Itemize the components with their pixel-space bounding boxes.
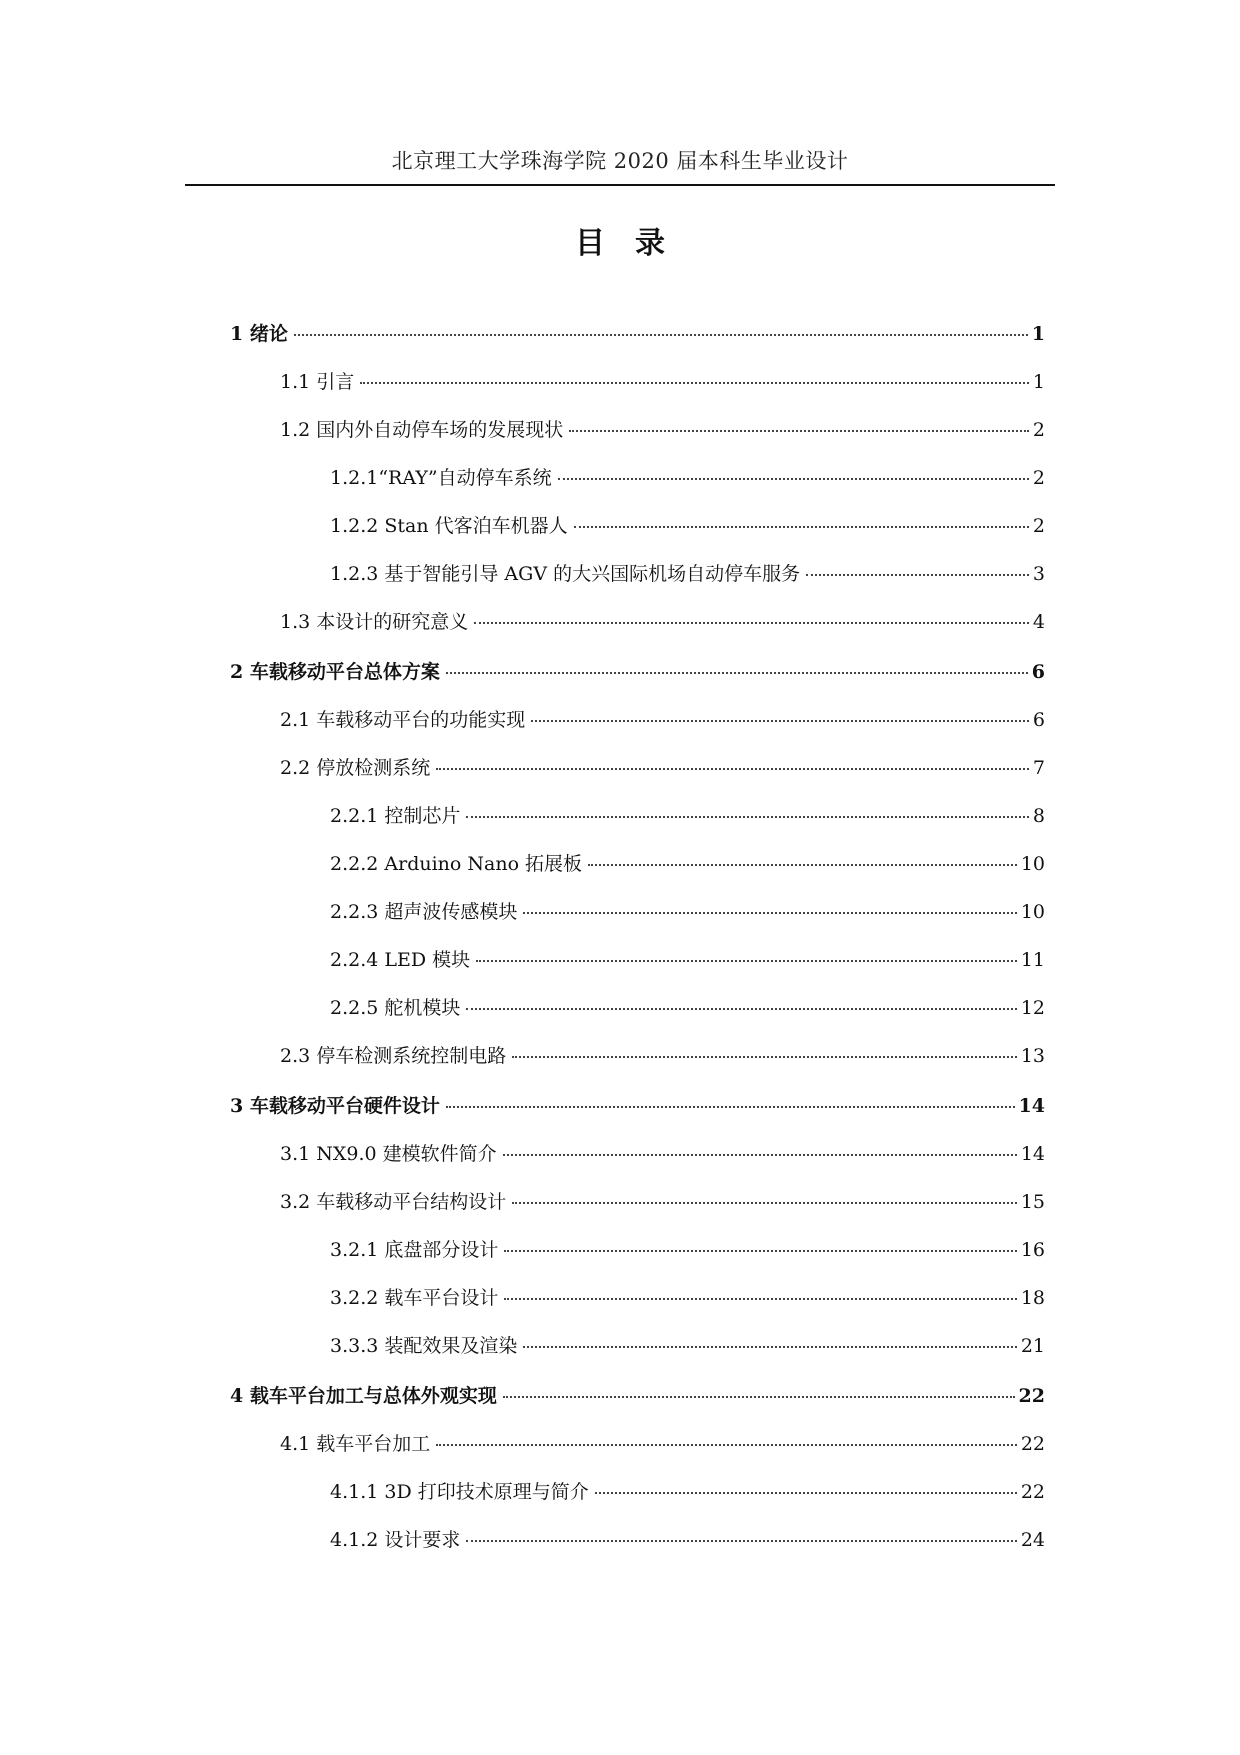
toc-dot-leader	[503, 1153, 1017, 1156]
toc-entry-label: 2.2.4 LED 模块	[330, 949, 471, 971]
toc-entry-label: 1.1 引言	[280, 371, 355, 393]
toc-dot-leader	[588, 863, 1017, 866]
toc-entry-label: 1.3 本设计的研究意义	[280, 611, 469, 633]
toc-entry-page-number: 14	[1018, 1095, 1045, 1117]
toc-entry[interactable]	[230, 658, 1045, 686]
toc-entry-page-number: 8	[1032, 805, 1045, 827]
toc-entry-page-number: 22	[1020, 1433, 1045, 1455]
toc-entry[interactable]	[330, 898, 1045, 926]
toc-dot-leader	[446, 671, 1028, 674]
toc-entry[interactable]	[280, 1140, 1045, 1168]
toc-dot-leader	[504, 1249, 1016, 1252]
toc-entry-page-number: 11	[1020, 949, 1045, 971]
toc-entry-page-number: 4	[1032, 611, 1045, 633]
toc-entry[interactable]	[230, 1092, 1045, 1120]
toc-entry[interactable]	[330, 1478, 1045, 1506]
toc-entry-label: 4.1.2 设计要求	[330, 1529, 461, 1551]
toc-entry-page-number: 22	[1018, 1385, 1045, 1407]
toc-entry[interactable]	[280, 1042, 1045, 1070]
toc-entry[interactable]	[280, 416, 1045, 444]
toc-dot-leader	[504, 1297, 1016, 1300]
toc-entry-label: 3.2.1 底盘部分设计	[330, 1239, 499, 1261]
toc-dot-leader	[466, 815, 1029, 818]
toc-entry[interactable]	[330, 946, 1045, 974]
toc-dot-leader	[569, 429, 1029, 432]
toc-entry-page-number: 22	[1020, 1481, 1045, 1503]
toc-entry-label: 3.2.2 载车平台设计	[330, 1287, 499, 1309]
toc-entry-page-number: 13	[1020, 1045, 1045, 1067]
toc-entry[interactable]	[330, 512, 1045, 540]
toc-entry-label: 1.2.2 Stan 代客泊车机器人	[330, 515, 568, 537]
toc-entry-page-number: 2	[1032, 467, 1045, 489]
toc-dot-leader	[523, 1345, 1016, 1348]
toc-entry-page-number: 15	[1020, 1191, 1045, 1213]
page-header: 北京理工大学珠海学院 2020 届本科生毕业设计	[391, 149, 849, 173]
toc-entry[interactable]	[280, 608, 1045, 636]
toc-entry[interactable]	[230, 320, 1045, 348]
toc-entry-label: 1 绪论	[230, 323, 288, 345]
toc-entry[interactable]	[280, 1188, 1045, 1216]
toc-dot-leader	[523, 911, 1016, 914]
toc-dot-leader	[558, 477, 1029, 480]
toc-dot-leader	[503, 1395, 1015, 1398]
toc-entry-label: 2.2.5 舵机模块	[330, 997, 461, 1019]
toc-entry-label: 2.1 车载移动平台的功能实现	[280, 709, 526, 731]
toc-entry[interactable]	[280, 706, 1045, 734]
toc-entry-page-number: 1	[1032, 371, 1045, 393]
toc-dot-leader	[806, 573, 1029, 576]
toc-entry-label: 2.2.3 超声波传感模块	[330, 901, 518, 923]
toc-entry-page-number: 2	[1032, 515, 1045, 537]
toc-dot-leader	[294, 333, 1028, 336]
toc-dot-leader	[512, 1055, 1017, 1058]
toc-entry-page-number: 3	[1032, 563, 1045, 585]
toc-entry-label: 1.2.3 基于智能引导 AGV 的大兴国际机场自动停车服务	[330, 563, 801, 585]
toc-entry-page-number: 12	[1020, 997, 1045, 1019]
toc-entry-label: 4.1.1 3D 打印技术原理与简介	[330, 1481, 589, 1503]
toc-entry-label: 3 车载移动平台硬件设计	[230, 1095, 440, 1117]
toc-entry-label: 4 载车平台加工与总体外观实现	[230, 1385, 497, 1407]
toc-entry-label: 3.3.3 装配效果及渲染	[330, 1335, 518, 1357]
toc-entry-label: 1.2.1“RAY”自动停车系统	[330, 467, 552, 489]
toc-entry-page-number: 21	[1020, 1335, 1045, 1357]
toc-entry-page-number: 1	[1031, 323, 1045, 345]
toc-entry[interactable]	[330, 994, 1045, 1022]
toc-dot-leader	[446, 1105, 1015, 1108]
toc-entry[interactable]	[280, 1430, 1045, 1458]
toc-entry-page-number: 16	[1020, 1239, 1045, 1261]
toc-entry-page-number: 24	[1020, 1529, 1045, 1551]
toc-entry-page-number: 10	[1020, 901, 1045, 923]
toc-entry[interactable]	[330, 560, 1045, 588]
toc-dot-leader	[360, 381, 1029, 384]
toc-entry[interactable]	[330, 850, 1045, 878]
toc-entry-label: 2.2.1 控制芯片	[330, 805, 461, 827]
toc-dot-leader	[476, 959, 1017, 962]
toc-entry-page-number: 18	[1020, 1287, 1045, 1309]
toc-entry[interactable]	[330, 464, 1045, 492]
toc-entry-page-number: 14	[1020, 1143, 1045, 1165]
toc-dot-leader	[436, 767, 1029, 770]
toc-dot-leader	[436, 1443, 1017, 1446]
toc-dot-leader	[574, 525, 1029, 528]
toc-entry[interactable]	[330, 1332, 1045, 1360]
toc-entry-page-number: 6	[1032, 709, 1045, 731]
toc-entry[interactable]	[280, 754, 1045, 782]
toc-dot-leader	[512, 1201, 1017, 1204]
toc-entry-label: 2.2 停放检测系统	[280, 757, 431, 779]
toc-entry-page-number: 10	[1020, 853, 1045, 875]
toc-entry[interactable]	[280, 368, 1045, 396]
toc-entry-label: 3.2 车载移动平台结构设计	[280, 1191, 507, 1213]
toc-title: 目录	[575, 226, 695, 261]
toc-entry-page-number: 2	[1032, 419, 1045, 441]
toc-dot-leader	[595, 1491, 1017, 1494]
toc-entry-label: 4.1 载车平台加工	[280, 1433, 431, 1455]
toc-entry[interactable]	[330, 1236, 1045, 1264]
toc-entry[interactable]	[330, 1526, 1045, 1554]
toc-dot-leader	[466, 1539, 1016, 1542]
toc-entry-page-number: 6	[1031, 661, 1045, 683]
toc-dot-leader	[474, 621, 1029, 624]
toc-entry[interactable]	[330, 802, 1045, 830]
toc-entry-label: 1.2 国内外自动停车场的发展现状	[280, 419, 564, 441]
toc-entry[interactable]	[230, 1382, 1045, 1410]
toc-entry-label: 2.2.2 Arduino Nano 拓展板	[330, 853, 583, 875]
toc-entry-label: 3.1 NX9.0 建模软件简介	[280, 1143, 497, 1165]
toc-entry[interactable]	[330, 1284, 1045, 1312]
toc-dot-leader	[531, 719, 1029, 722]
toc-entry-label: 2 车载移动平台总体方案	[230, 661, 440, 683]
toc-entry-label: 2.3 停车检测系统控制电路	[280, 1045, 507, 1067]
toc-entry-page-number: 7	[1032, 757, 1045, 779]
toc-dot-leader	[466, 1007, 1016, 1010]
